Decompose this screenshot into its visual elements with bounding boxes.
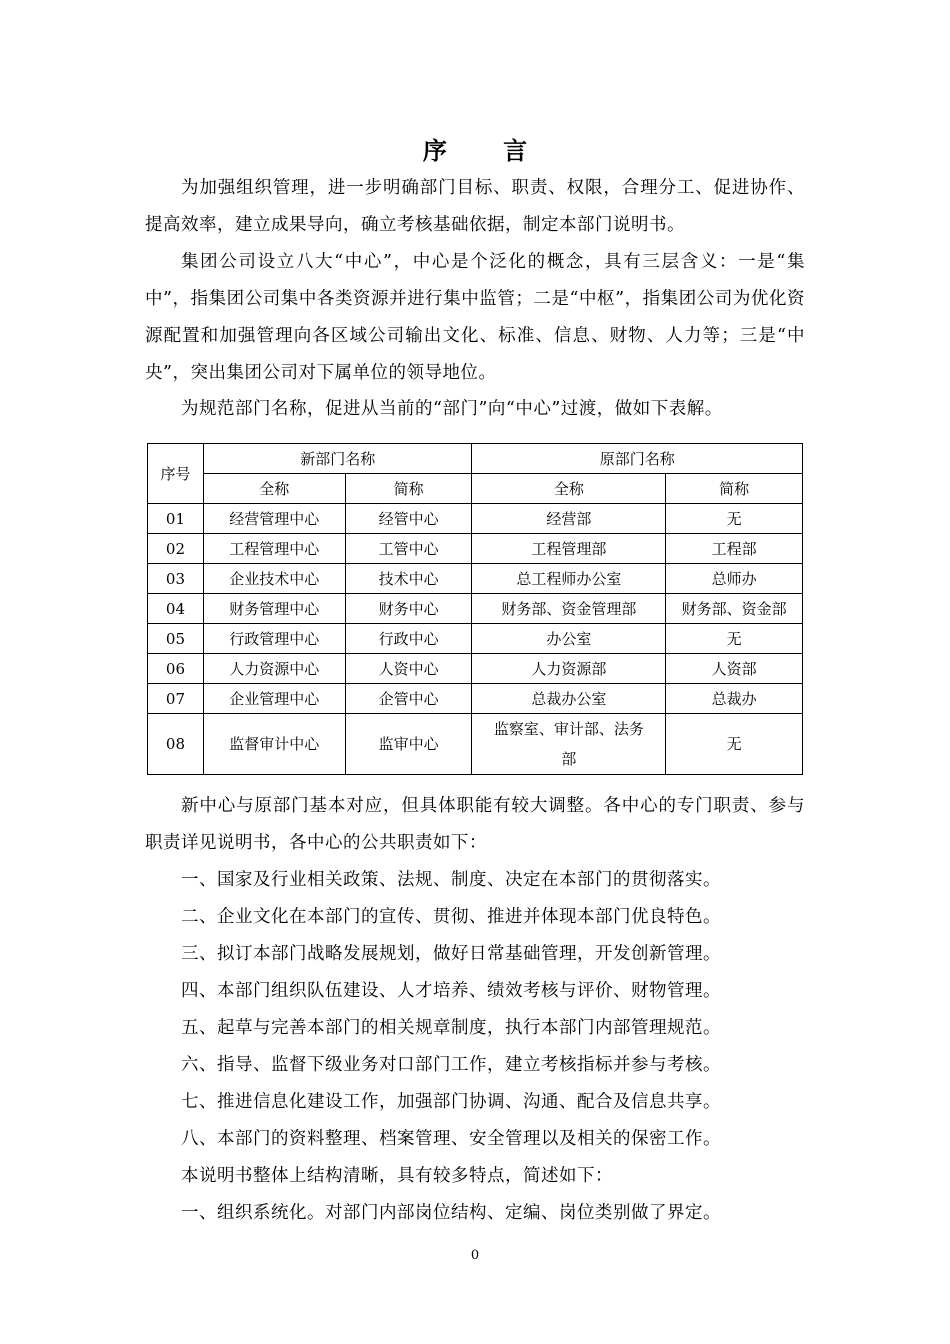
cell-new-short: 财务中心 — [345, 594, 472, 624]
public-duties-list — [145, 862, 805, 1232]
table-row — [148, 714, 803, 775]
cell-new-short: 工管中心 — [345, 534, 472, 564]
table-row — [148, 594, 803, 624]
table-row — [148, 684, 803, 714]
header-old-name: 原部门名称 — [472, 444, 803, 474]
table-intro-paragraph: 为规范部门名称，促进从当前的“部门”向“中心”过渡，做如下表解。 — [181, 399, 723, 419]
cell-old-full: 总裁办公室 — [472, 684, 666, 714]
cell-old-short: 无 — [666, 504, 803, 534]
list-item: 一、国家及行业相关政策、法规、制度、决定在本部门的贯彻落实。 — [181, 870, 721, 890]
list-item: 七、推进信息化建设工作，加强部门协调、沟通、配合及信息共享。 — [181, 1092, 721, 1112]
cell-new-short: 经管中心 — [345, 504, 472, 534]
cell-new-full: 企业技术中心 — [203, 564, 345, 594]
summary-line: 本说明书整体上结构清晰，具有较多特点，简述如下： — [181, 1166, 613, 1186]
header-old-full: 全称 — [472, 474, 666, 504]
cell-no: 04 — [148, 594, 204, 624]
cell-new-short: 行政中心 — [345, 624, 472, 654]
table-row — [148, 534, 803, 564]
cell-new-full: 人力资源中心 — [203, 654, 345, 684]
table-row — [148, 504, 803, 534]
cell-old-short: 财务部、资金部 — [666, 594, 803, 624]
cell-new-short: 监审中心 — [345, 714, 472, 775]
page-number: 0 — [470, 1248, 480, 1263]
center-definition-paragraph: 集团公司设立八大“中心”，中心是个泛化的概念，具有三层含义：一是“集中”，指集团公司集中各类资源并进行集中监管；二是“中枢”，指集团公司为优化资源配置和加强管理向各区域公司输出文化、标准、信息、财物、人力等；三是“中央”，突出集团公司对下属单位的领导地位。 — [145, 252, 805, 383]
table-row — [148, 564, 803, 594]
duties-intro-paragraph: 新中心与原部门基本对应，但具体职能有较大调整。各中心的专门职责、参与职责详见说明书，各中心的公共职责如下： — [145, 796, 805, 853]
table-row — [148, 654, 803, 684]
cell-new-full: 行政管理中心 — [203, 624, 345, 654]
list-item: 六、指导、监督下级业务对口部门工作，建立考核指标并参与考核。 — [181, 1055, 721, 1075]
feature-item: 一、组织系统化。对部门内部岗位结构、定编、岗位类别做了界定。 — [181, 1203, 721, 1223]
header-new-full: 全称 — [203, 474, 345, 504]
list-item: 四、本部门组织队伍建设、人才培养、绩效考核与评价、财物管理。 — [181, 981, 721, 1001]
cell-new-short: 技术中心 — [345, 564, 472, 594]
cell-old-short: 总裁办 — [666, 684, 803, 714]
header-new-name: 新部门名称 — [203, 444, 472, 474]
cell-old-short: 人资部 — [666, 654, 803, 684]
cell-new-full: 工程管理中心 — [203, 534, 345, 564]
cell-old-full: 工程管理部 — [472, 534, 666, 564]
cell-old-full: 监察室、审计部、法务部 — [472, 714, 666, 775]
header-old-short: 简称 — [666, 474, 803, 504]
cell-old-short: 无 — [666, 714, 803, 775]
page-title: 序 言 — [422, 137, 552, 165]
cell-old-full: 办公室 — [472, 624, 666, 654]
cell-new-short: 人资中心 — [345, 654, 472, 684]
cell-new-full: 企业管理中心 — [203, 684, 345, 714]
cell-no: 01 — [148, 504, 204, 534]
table-header-row — [148, 444, 803, 474]
list-item: 三、拟订本部门战略发展规划，做好日常基础管理，开发创新管理。 — [181, 944, 721, 964]
header-new-short: 简称 — [345, 474, 472, 504]
cell-no: 06 — [148, 654, 204, 684]
cell-old-full: 总工程师办公室 — [472, 564, 666, 594]
cell-no: 08 — [148, 714, 204, 775]
cell-old-short: 工程部 — [666, 534, 803, 564]
cell-old-short: 总师办 — [666, 564, 803, 594]
cell-new-full: 监督审计中心 — [203, 714, 345, 775]
list-item: 二、企业文化在本部门的宣传、贯彻、推进并体现本部门优良特色。 — [181, 907, 721, 927]
list-item: 八、本部门的资料整理、档案管理、安全管理以及相关的保密工作。 — [181, 1129, 721, 1149]
cell-old-full: 财务部、资金管理部 — [472, 594, 666, 624]
cell-new-short: 企管中心 — [345, 684, 472, 714]
cell-old-short: 无 — [666, 624, 803, 654]
cell-no: 05 — [148, 624, 204, 654]
intro-paragraph: 为加强组织管理，进一步明确部门目标、职责、权限，合理分工、促进协作、提高效率，建立成果导向，确立考核基础依据，制定本部门说明书。 — [145, 178, 805, 235]
list-item: 五、起草与完善本部门的相关规章制度，执行本部门内部管理规范。 — [181, 1018, 721, 1038]
header-seq: 序号 — [148, 444, 204, 504]
cell-no: 02 — [148, 534, 204, 564]
cell-old-full: 人力资源部 — [472, 654, 666, 684]
cell-old-full: 经营部 — [472, 504, 666, 534]
cell-no: 03 — [148, 564, 204, 594]
table-subheader-row — [148, 474, 803, 504]
table-row — [148, 624, 803, 654]
department-name-table — [147, 443, 803, 775]
cell-no: 07 — [148, 684, 204, 714]
cell-new-full: 经营管理中心 — [203, 504, 345, 534]
cell-new-full: 财务管理中心 — [203, 594, 345, 624]
